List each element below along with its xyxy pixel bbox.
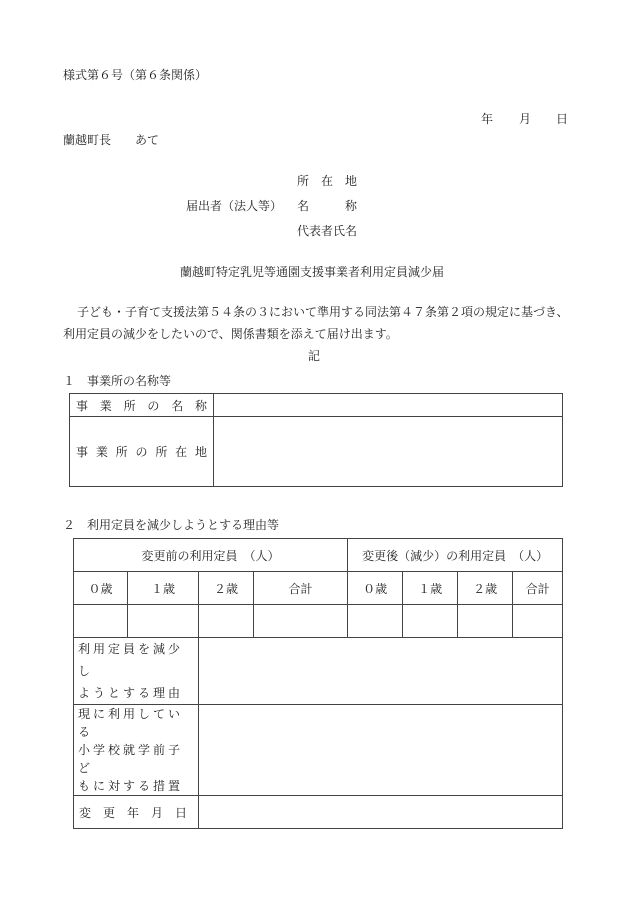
before-age-1-value[interactable] [128, 605, 199, 638]
notifier-label: 届出者（法人等） [186, 199, 283, 213]
facility-name-cell[interactable] [214, 394, 563, 417]
before-age-0-value[interactable] [74, 605, 128, 638]
form-number: 様式第６号（第６条関係） [63, 68, 208, 82]
facility-table [69, 393, 563, 487]
notifier-address-label: 所 在 地 [297, 174, 358, 188]
after-total: 合計 [513, 572, 563, 605]
addressee: 蘭越町長 あて [63, 133, 160, 147]
measure-label: 現に利用している 小学校就学前子ど もに対する措置 [74, 705, 199, 796]
after-age-2-value[interactable] [458, 605, 513, 638]
change-date-label: 変 更 年 月 日 [74, 796, 199, 829]
notifier-name-label: 名 称 [297, 199, 358, 213]
date-year-label: 年 [481, 112, 494, 126]
after-age-1: １歳 [403, 572, 458, 605]
facility-address-cell[interactable] [214, 417, 563, 487]
after-age-0: ０歳 [348, 572, 403, 605]
document-title: 蘭越町特定乳児等通園支援事業者利用定員減少届 [180, 265, 445, 279]
after-total-value[interactable] [513, 605, 563, 638]
reason-label: 利用定員を減少し ようとする理由 [74, 638, 199, 705]
after-age-1-value[interactable] [403, 605, 458, 638]
date-day-label: 日 [556, 112, 569, 126]
ki-label: 記 [308, 349, 321, 363]
body-line-1: 子ども・子育て支援法第５４条の３において準用する同法第４７条第２項の規定に基づき、 [77, 305, 569, 319]
reason-cell[interactable] [199, 638, 563, 705]
facility-name-label: 事 業 所 の 名 称 [76, 398, 207, 413]
notifier-representative-label: 代表者氏名 [297, 224, 358, 238]
section-2-heading: ２ 利用定員を減少しようとする理由等 [63, 518, 280, 532]
before-age-1: １歳 [128, 572, 199, 605]
before-total-value[interactable] [254, 605, 348, 638]
before-total: 合計 [254, 572, 348, 605]
section-1-heading: １ 事業所の名称等 [63, 374, 172, 388]
before-age-2-value[interactable] [199, 605, 254, 638]
before-capacity-header: 変更前の利用定員 （人） [74, 539, 348, 572]
before-age-0: ０歳 [74, 572, 128, 605]
measure-cell[interactable] [199, 705, 563, 796]
body-line-2: 利用定員の減少をしたいので、関係書類を添えて届け出ます。 [63, 327, 398, 341]
facility-address-label: 事 業 所 の 所 在 地 [76, 445, 207, 459]
after-capacity-header: 変更後（減少）の利用定員 （人） [348, 539, 563, 572]
after-age-2: ２歳 [458, 572, 513, 605]
after-age-0-value[interactable] [348, 605, 403, 638]
capacity-table [73, 538, 563, 829]
before-age-2: ２歳 [199, 572, 254, 605]
date-month-label: 月 [519, 112, 532, 126]
change-date-cell[interactable] [199, 796, 563, 829]
